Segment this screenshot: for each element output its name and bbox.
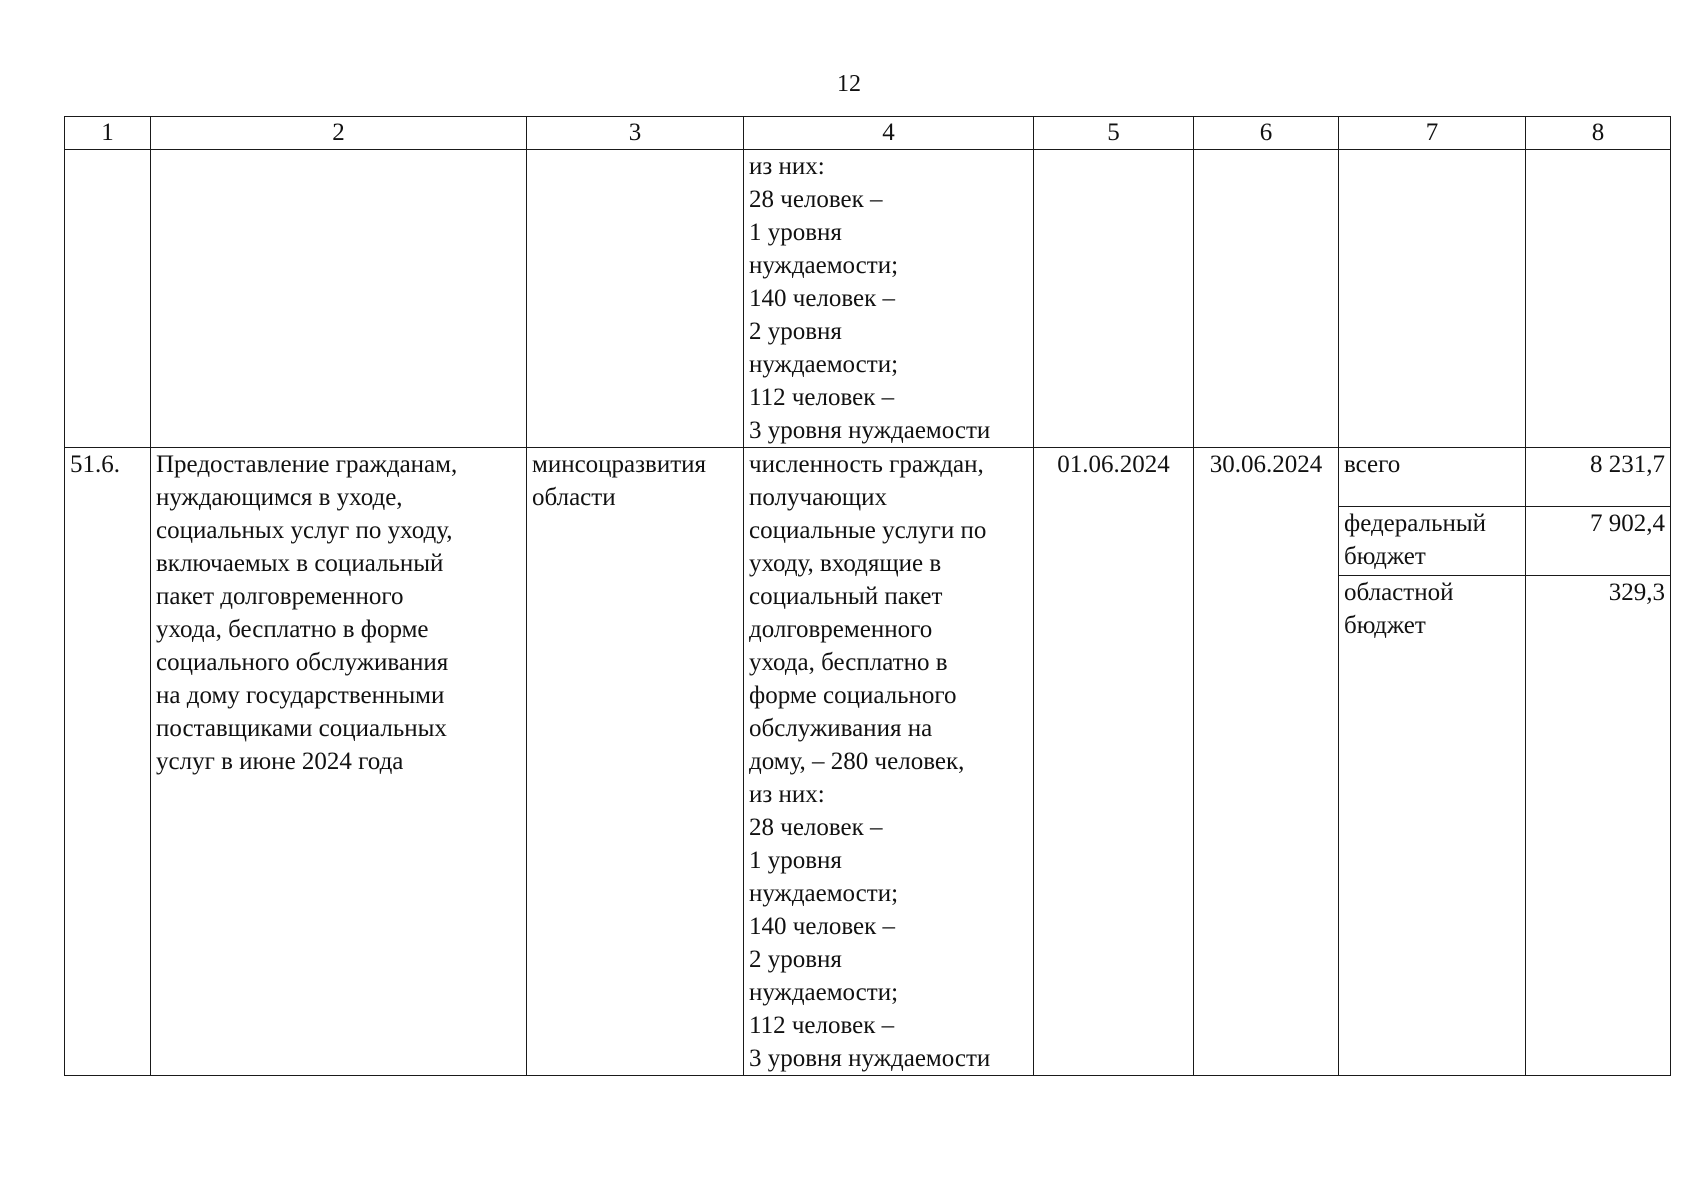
header-cell-2: 2 — [151, 117, 527, 150]
funding-source-regional: областной бюджет — [1339, 575, 1526, 1075]
continued-row — [65, 150, 1671, 448]
funding-source-federal: федеральный бюджет — [1339, 507, 1526, 575]
header-cell-3: 3 — [527, 117, 744, 150]
funding-source-total: всего — [1339, 448, 1526, 507]
funding-amount-federal: 7 902,4 — [1526, 507, 1671, 575]
header-cell-5: 5 — [1034, 117, 1194, 150]
end-date: 30.06.2024 — [1194, 448, 1339, 1076]
table-row — [65, 448, 1671, 507]
funding-amount-regional: 329,3 — [1526, 575, 1671, 1075]
page-number: 12 — [837, 71, 861, 97]
indicator-cell: численность граждан, получающих социальные услуги по уходу, входящие в социальный пакет долговременного ухода, бесплатно в форме социального обслуживания на дому, – 280 человек, из них: 28 человек – 1 уровня нуждаемости; 140 человек – 2 уровня нуждаемости; 112 человек – 3 уровня нуждаемости — [744, 448, 1034, 1076]
funding-amount-total: 8 231,7 — [1526, 448, 1671, 507]
executor-cell: минсоцразвития области — [527, 448, 744, 1076]
activity-table — [64, 116, 1671, 1076]
start-date: 01.06.2024 — [1034, 448, 1194, 1076]
header-cell-7: 7 — [1339, 117, 1526, 150]
continued-indicator-cell: из них: 28 человек – 1 уровня нуждаемости; 140 человек – 2 уровня нуждаемости; 112 человек – 3 уровня нуждаемости — [744, 150, 1034, 448]
header-cell-4: 4 — [744, 117, 1034, 150]
activity-name-cell: Предоставление гражданам, нуждающимся в уходе, социальных услуг по уходу, включаемых в социальный пакет долговременного ухода, бесплатно в форме социального обслуживания на дому государственными поставщиками социальных услуг в июне 2024 года — [151, 448, 527, 1076]
table-header-row — [65, 117, 1671, 150]
row-number: 51.6. — [65, 448, 151, 1076]
header-cell-1: 1 — [65, 117, 151, 150]
header-cell-8: 8 — [1526, 117, 1671, 150]
header-cell-6: 6 — [1194, 117, 1339, 150]
